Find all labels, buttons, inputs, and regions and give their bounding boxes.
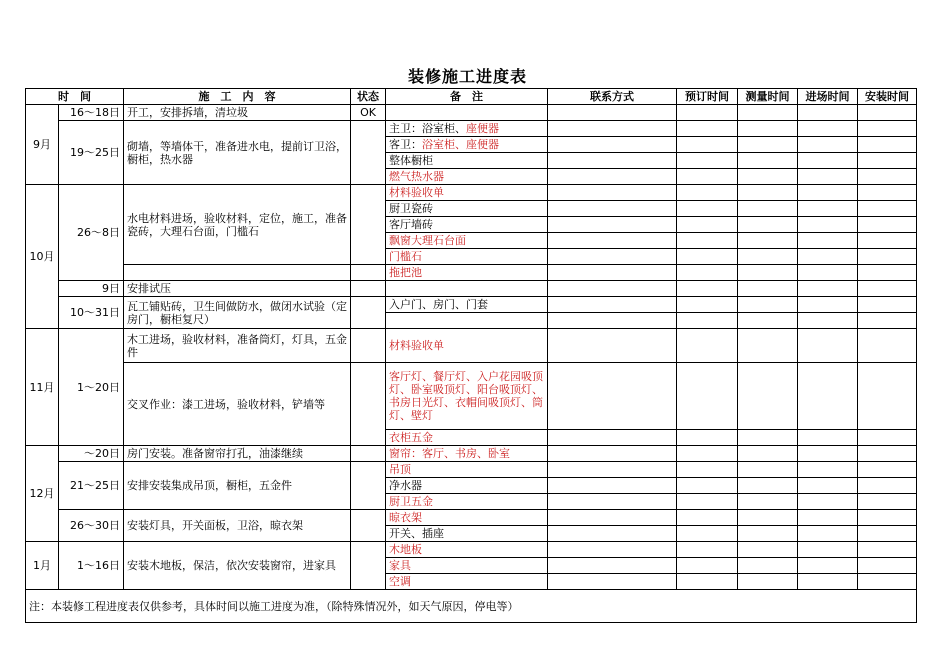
table-row — [26, 446, 917, 462]
remark-cell: 材料验收单 — [386, 185, 548, 201]
table-row — [26, 297, 917, 313]
header-booking-time: 预订时间 — [677, 89, 738, 105]
date-cell: 21～25日 — [59, 462, 124, 510]
table-row — [26, 281, 917, 297]
table-row — [26, 121, 917, 137]
remark-cell: 拖把池 — [386, 265, 548, 281]
remark-cell — [386, 281, 548, 297]
remark-cell: 窗帘：客厅、书房、卧室 — [386, 446, 548, 462]
remark-cell: 木地板 — [386, 542, 548, 558]
task-cell: 安装灯具，开关面板，卫浴，晾衣架 — [124, 510, 351, 542]
remark-cell: 材料验收单 — [386, 329, 548, 363]
task-cell: 瓦工铺贴砖，卫生间做防水，做闭水试验（定房门，橱柜复尺） — [124, 297, 351, 329]
month-cell: 12月 — [26, 446, 59, 542]
date-cell: 16～18日 — [59, 105, 124, 121]
remark-cell: 厨卫瓷砖 — [386, 201, 548, 217]
date-cell: 26～8日 — [59, 185, 124, 281]
remark-cell: 飘窗大理石台面 — [386, 233, 548, 249]
table-row — [26, 462, 917, 478]
sheet-title: 装修施工进度表 — [407, 67, 527, 86]
remark-cell — [386, 313, 548, 329]
table-row — [26, 105, 917, 121]
table-row — [26, 510, 917, 526]
remark-cell: 燃气热水器 — [386, 169, 548, 185]
table-row — [26, 329, 917, 363]
date-cell: ～20日 — [59, 446, 124, 462]
month-cell: 9月 — [26, 105, 59, 185]
header-install-time: 安装时间 — [858, 89, 917, 105]
task-cell: 开工，安排拆墙，清垃圾 — [124, 105, 351, 121]
schedule-table — [25, 88, 917, 623]
header-row — [26, 89, 917, 105]
date-cell: 9日 — [59, 281, 124, 297]
task-cell: 水电材料进场，验收材料，定位，施工，准备瓷砖，大理石台面，门槛石 — [124, 185, 351, 265]
remark-text: 客卫： — [389, 138, 422, 151]
remark-cell: 入户门、房门、门套 — [386, 297, 548, 313]
month-cell: 10月 — [26, 185, 59, 329]
remark-cell: 厨卫五金 — [386, 494, 548, 510]
month-cell: 1月 — [26, 542, 59, 590]
remark-cell: 开关、插座 — [386, 526, 548, 542]
remark-cell: 净水器 — [386, 478, 548, 494]
remark-cell — [386, 105, 548, 121]
header-entry-time: 进场时间 — [798, 89, 858, 105]
task-cell: 木工进场，验收材料，准备筒灯，灯具，五金件 — [124, 329, 351, 363]
task-cell: 安排试压 — [124, 281, 351, 297]
task-cell: 交叉作业：漆工进场，验收材料，铲墙等 — [124, 363, 351, 446]
remark-cell: 客厅墙砖 — [386, 217, 548, 233]
remark-cell — [386, 121, 548, 137]
header-content: 施 工 内 容 — [124, 89, 351, 105]
table-row — [26, 185, 917, 201]
remark-cell: 客厅灯、餐厅灯、入户花园吸顶灯、卧室吸顶灯、阳台吸顶灯、书房日光灯、衣帽间吸顶灯、筒灯、壁灯 — [386, 363, 548, 430]
date-cell: 19～25日 — [59, 121, 124, 185]
header-remarks: 备 注 — [386, 89, 548, 105]
date-cell: 1～16日 — [59, 542, 124, 590]
remark-cell: 衣柜五金 — [386, 430, 548, 446]
header-status: 状态 — [351, 89, 386, 105]
table-row — [26, 265, 917, 281]
remark-text: 主卫：浴室柜、 — [389, 122, 466, 135]
remark-text: 浴室柜、座便器 — [422, 138, 499, 151]
table-row — [26, 363, 917, 430]
date-cell: 1～20日 — [59, 329, 124, 446]
header-contact: 联系方式 — [548, 89, 677, 105]
task-cell: 安装木地板，保洁，依次安装窗帘，进家具 — [124, 542, 351, 590]
footnote-row — [26, 590, 917, 623]
task-cell: 房门安装。准备窗帘打孔，油漆继续 — [124, 446, 351, 462]
date-cell: 26～30日 — [59, 510, 124, 542]
remark-cell: 晾衣架 — [386, 510, 548, 526]
header-time: 时 间 — [26, 89, 124, 105]
month-cell: 11月 — [26, 329, 59, 446]
header-measure-time: 测量时间 — [738, 89, 798, 105]
remark-cell: 门槛石 — [386, 249, 548, 265]
remark-cell: 整体橱柜 — [386, 153, 548, 169]
footnote: 注：本装修工程进度表仅供参考，具体时间以施工进度为准，（除特殊情况外，如天气原因，停电等） — [26, 590, 917, 623]
table-row — [26, 542, 917, 558]
status-cell: OK — [351, 105, 386, 121]
remark-cell: 家具 — [386, 558, 548, 574]
date-cell: 10～31日 — [59, 297, 124, 329]
task-cell: 砌墙，等墙体干，准备进水电，提前订卫浴，橱柜，热水器 — [124, 121, 351, 185]
remark-cell — [386, 137, 548, 153]
task-cell: 安排安装集成吊顶，橱柜，五金件 — [124, 462, 351, 510]
remark-cell: 空调 — [386, 574, 548, 590]
remark-cell: 吊顶 — [386, 462, 548, 478]
remark-text: 座便器 — [466, 122, 499, 135]
